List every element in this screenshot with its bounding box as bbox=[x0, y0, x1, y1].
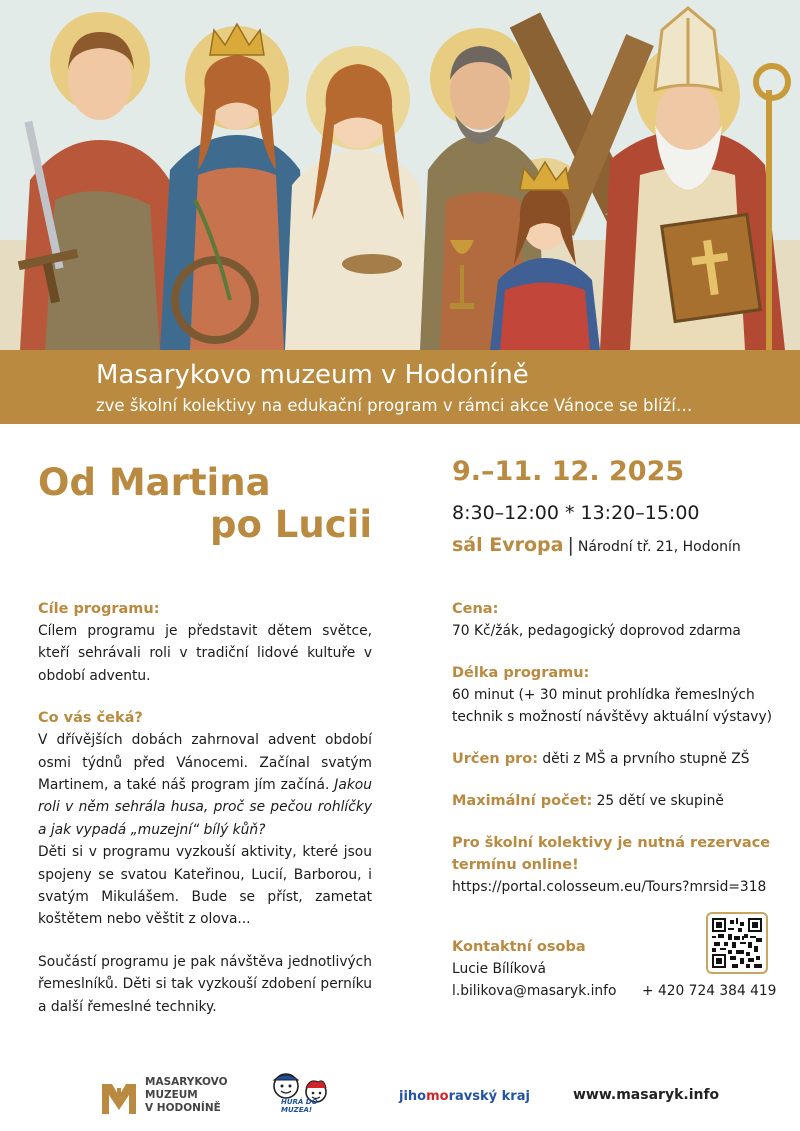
program-description bbox=[38, 598, 372, 1038]
program-title-line2: po Lucii bbox=[210, 503, 373, 546]
region-part1: jiho bbox=[399, 1089, 427, 1104]
venue-separator: | bbox=[567, 534, 574, 556]
qr-code-graphic bbox=[712, 918, 762, 968]
part-text: Součástí programu je pak návštěva jednotlivých řemeslníků. Děti si tak vyzkouší zdobení perníku a další řemeslné techniky. bbox=[38, 953, 372, 1015]
region-rest-letters: ravský bbox=[448, 1089, 498, 1104]
museum-logo-line3: V HODONÍNĚ bbox=[145, 1102, 221, 1114]
contact-heading: Kontaktní osoba bbox=[452, 939, 586, 955]
goals-heading: Cíle programu: bbox=[38, 601, 160, 617]
program-title-line1: Od Martina bbox=[38, 461, 271, 504]
length-text: 60 minut (+ 30 minut prohlídka řemeslných technik s možností návštěvy aktuální výstavy) bbox=[452, 687, 772, 725]
expect-text-part1: V dřívějších dobách zahrnoval advent období osmi týdnů před Vánocemi. Začínal svatým Martinem, a také náš program jím začíná. bbox=[38, 732, 372, 794]
saints-illustration bbox=[0, 0, 800, 350]
max-heading: Maximální počet: bbox=[452, 793, 593, 809]
museum-name: Masarykovo muzeum v Hodoníně bbox=[96, 360, 529, 390]
region-part3: kraj bbox=[497, 1089, 530, 1104]
contact-email[interactable]: l.bilikova@masaryk.info bbox=[452, 983, 617, 999]
event-date: 9.–11. 12. 2025 bbox=[452, 456, 685, 487]
region-part2 bbox=[426, 1089, 497, 1104]
price-text: 70 Kč/žák, pedagogický doprovod zdarma bbox=[452, 623, 741, 639]
target-heading: Určen pro: bbox=[452, 751, 539, 767]
target-text: děti z MŠ a prvního stupně ZŠ bbox=[542, 751, 750, 767]
expect-text-activities: Děti si v programu vyzkouší aktivity, které jsou spojeny se svatou Kateřinou, Lucií, Barborou, i svatým Mikulášem. Bude se příst, zametat koštětem nebo věštit z olova... bbox=[38, 844, 372, 928]
reservation-section bbox=[452, 832, 792, 898]
hero-illustration bbox=[0, 0, 800, 350]
region-accent-letters: mo bbox=[426, 1089, 449, 1104]
event-venue bbox=[452, 534, 741, 556]
expect-text bbox=[38, 729, 372, 841]
museum-logo-text bbox=[145, 1076, 228, 1115]
expect-text-italic: Jakou roli v něm sehrála husa, proč se pečou rohlíčky a jak vypadá „muzejní“ bílý kůň? bbox=[38, 777, 372, 838]
museum-m-logo-icon bbox=[100, 1080, 138, 1116]
event-times: 8:30–12:00 * 13:20–15:00 bbox=[452, 502, 700, 524]
venue-name: sál Evropa bbox=[452, 534, 564, 556]
reservation-heading: Pro školní kolektivy je nutná rezervace termínu online! bbox=[452, 835, 771, 873]
contact-row bbox=[452, 980, 792, 1002]
price-heading: Cena: bbox=[452, 601, 499, 617]
venue-address: Národní tř. 21, Hodonín bbox=[577, 539, 741, 555]
price-section bbox=[452, 598, 792, 642]
goals-text: Cílem programu je představit dětem světce, kteří sehrávali roli v tradiční lidové kultuře v období adventu. bbox=[38, 623, 372, 684]
museum-logo-line2: MUZEUM bbox=[145, 1089, 198, 1101]
expect-section bbox=[38, 707, 372, 931]
contact-phone[interactable]: + 420 724 384 419 bbox=[642, 983, 777, 999]
hura-logo-text: HURÁ DO MUZEA! bbox=[281, 1098, 318, 1114]
website-link[interactable]: www.masaryk.info bbox=[573, 1087, 720, 1103]
region-logo bbox=[399, 1089, 530, 1104]
length-heading: Délka programu: bbox=[452, 665, 590, 681]
target-section bbox=[452, 748, 792, 770]
qr-code-icon[interactable] bbox=[706, 912, 768, 974]
header-banner bbox=[0, 350, 800, 424]
goals-section bbox=[38, 598, 372, 687]
length-section bbox=[452, 662, 792, 728]
max-text: 25 dětí ve skupině bbox=[596, 793, 724, 809]
expect-heading: Co vás čeká? bbox=[38, 710, 143, 727]
contact-name: Lucie Bílíková bbox=[452, 961, 547, 977]
invitation-subtitle: zve školní kolektivy na edukační program v rámci akce Vánoce se blíží… bbox=[96, 396, 693, 415]
museum-logo-line1: MASARYKOVO bbox=[145, 1076, 228, 1088]
program-title bbox=[38, 462, 383, 546]
reservation-link[interactable]: https://portal.colosseum.eu/Tours?mrsid=318 bbox=[452, 879, 767, 895]
max-section bbox=[452, 790, 792, 812]
part-section bbox=[38, 951, 372, 1018]
